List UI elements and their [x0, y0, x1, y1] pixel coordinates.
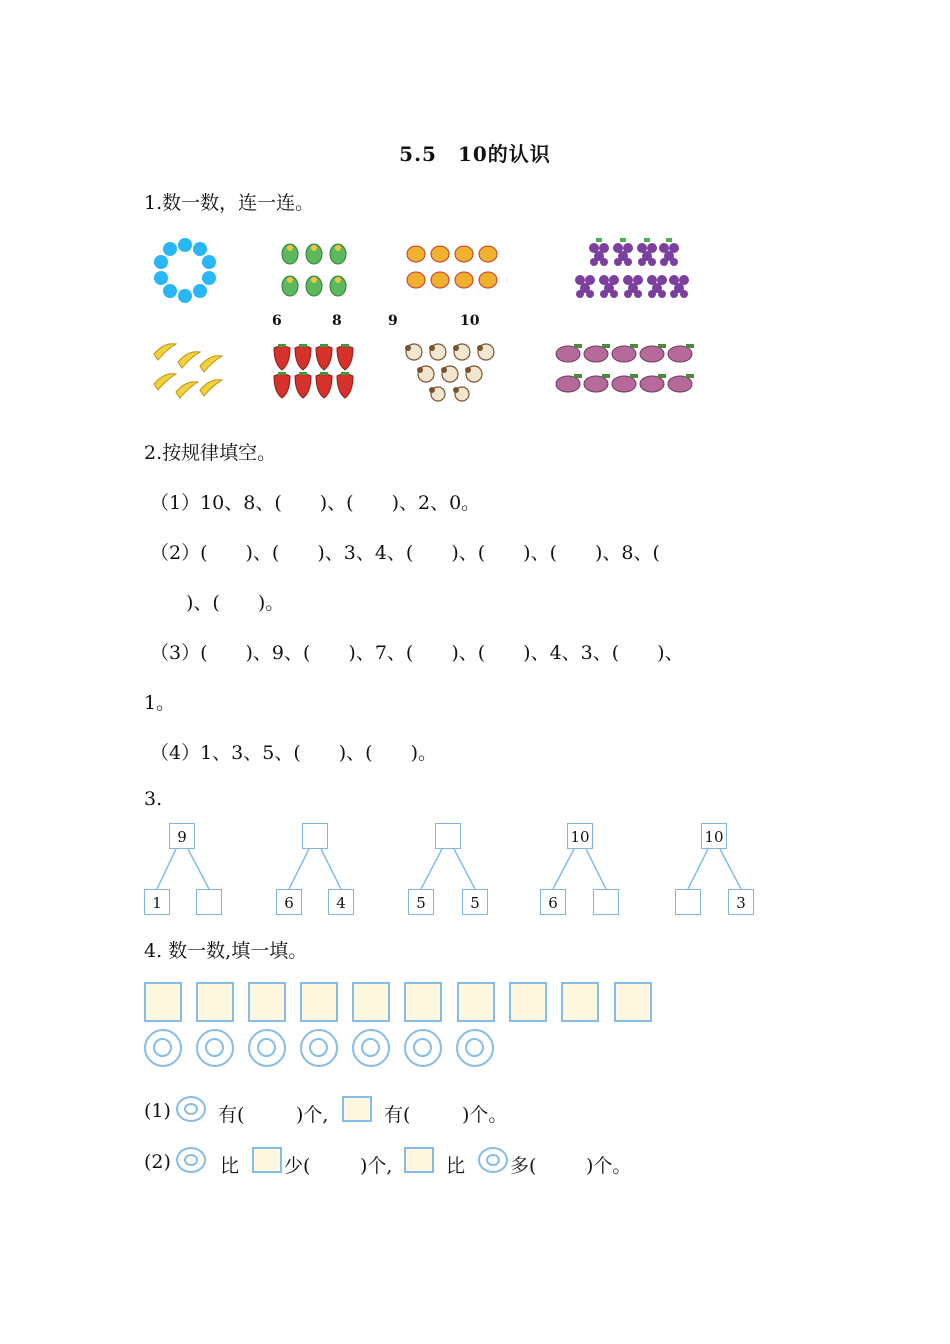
ring-icon — [248, 1029, 286, 1067]
tree-top-box[interactable] — [302, 823, 328, 849]
q4-s2-b: 少( — [284, 1155, 311, 1177]
yellow-square — [248, 982, 286, 1022]
q4-s2-prefix: (2) — [144, 1151, 171, 1173]
tree-top-box[interactable] — [435, 823, 461, 849]
tree-left-box: 5 — [408, 889, 434, 915]
tree-left-box[interactable] — [675, 889, 701, 915]
number-label: 6 — [272, 313, 282, 329]
tree-right-box[interactable] — [593, 889, 619, 915]
tree-top-box: 9 — [169, 823, 195, 849]
tree-right-box: 5 — [462, 889, 488, 915]
yellow-square — [300, 982, 338, 1022]
q4-s2-e: 多( — [510, 1155, 537, 1177]
yellow-square — [457, 982, 495, 1022]
q2-heading: 2.按规律填空。 — [144, 442, 277, 464]
q4-s2-f: )个。 — [586, 1155, 632, 1177]
q4-s2-d: 比 — [446, 1155, 466, 1177]
yellow-square — [561, 982, 599, 1022]
q3-heading: 3. — [144, 788, 163, 810]
tree-right-box: 3 — [728, 889, 754, 915]
square-icon — [404, 1147, 434, 1173]
q4-s2-c: )个, — [360, 1155, 393, 1177]
q4-s1-b: )个, — [296, 1104, 329, 1126]
yellow-square — [509, 982, 547, 1022]
yellow-square — [614, 982, 652, 1022]
ring-icon — [300, 1029, 338, 1067]
page-title: 5.5 10的认识 — [399, 142, 551, 166]
tree-right-box[interactable] — [196, 889, 222, 915]
ring-icon — [176, 1147, 206, 1173]
tree-left-box: 1 — [144, 889, 170, 915]
square-icon — [342, 1096, 372, 1122]
tree-top-box: 10 — [567, 823, 593, 849]
yellow-square — [404, 982, 442, 1022]
number-label: 8 — [332, 313, 342, 329]
square-icon — [252, 1147, 282, 1173]
tree-right-box: 4 — [328, 889, 354, 915]
q2-line-2: （2）( )、( )、3、4、( )、( )、( )、8、( — [150, 542, 660, 564]
tree-left-box: 6 — [276, 889, 302, 915]
q2-line-3: （3）( )、9、( )、7、( )、( )、4、3、( )、 — [150, 642, 684, 664]
number-label: 9 — [388, 313, 398, 329]
q4-s1-a: 有( — [218, 1104, 245, 1126]
tree-left-box: 6 — [540, 889, 566, 915]
number-label: 10 — [460, 313, 480, 329]
ring-icon — [196, 1029, 234, 1067]
ring-icon — [144, 1029, 182, 1067]
q2-line-4: （4）1、3、5、( )、( )。 — [150, 742, 438, 764]
ring-icon — [404, 1029, 442, 1067]
yellow-square — [144, 982, 182, 1022]
q4-s2-a: 比 — [220, 1155, 240, 1177]
q4-s1-d: )个。 — [462, 1104, 508, 1126]
yellow-square — [196, 982, 234, 1022]
tree-top-box: 10 — [701, 823, 727, 849]
q2-line-3-cont: 1。 — [144, 692, 176, 714]
q1-heading: 1.数一数，连一连。 — [144, 192, 315, 214]
ring-icon — [176, 1096, 206, 1122]
q4-s1-prefix: (1) — [144, 1100, 171, 1122]
ring-icon — [456, 1029, 494, 1067]
q4-s1-c: 有( — [384, 1104, 411, 1126]
ring-icon — [478, 1147, 508, 1173]
q2-line-2-cont: )、( )。 — [186, 592, 285, 614]
q2-line-1: （1）10、8、( )、( )、2、0。 — [150, 492, 481, 514]
ring-icon — [352, 1029, 390, 1067]
yellow-square — [352, 982, 390, 1022]
q4-heading: 4. 数一数,填一填。 — [144, 940, 308, 962]
